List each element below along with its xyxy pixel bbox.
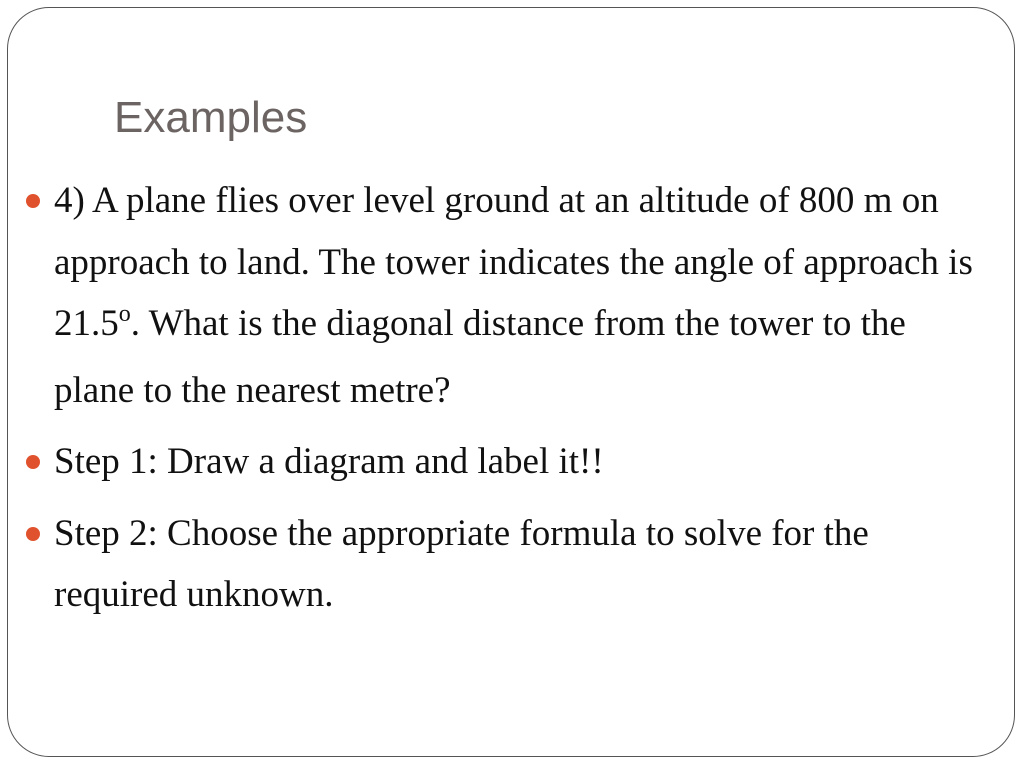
bullet-item-step-1: [26, 431, 986, 493]
bullet-dot-icon: [26, 455, 40, 469]
bullet-item-step-2: [26, 503, 986, 626]
problem-text-part2: . What is the diagonal distance from the tower to the plane to the nearest metre?: [54, 303, 906, 411]
bullet-dot-icon: [26, 527, 40, 541]
problem-text-part1: 4) A plane flies over level ground at an altitude of 800 m on approach to land. The tower indicates the angle of approach is 21.5: [54, 180, 973, 344]
bullet-item-problem: [26, 170, 986, 421]
bullet-text-problem: [54, 170, 986, 421]
slide-title: Examples: [114, 93, 308, 142]
bullet-dot-icon: [26, 194, 40, 208]
bullet-text-step-2: Step 2: Choose the appropriate formula to solve for the required unknown.: [54, 512, 869, 615]
degree-superscript: o: [118, 301, 131, 327]
bullet-list: [26, 170, 986, 636]
bullet-text-step-1: Step 1: Draw a diagram and label it!!: [54, 441, 604, 482]
